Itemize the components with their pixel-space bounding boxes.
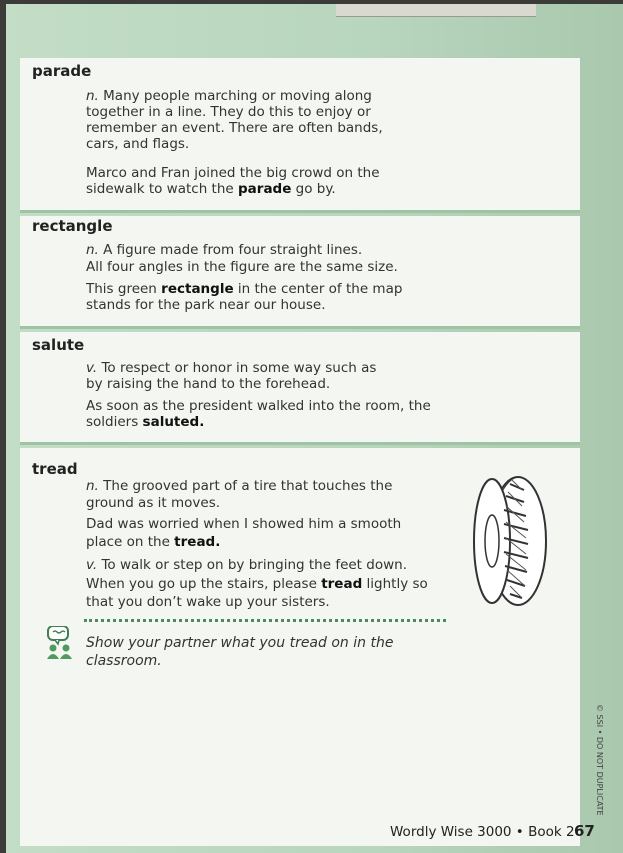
example-line: As soon as the president walked into the room, the (86, 398, 431, 414)
definition-line: remember an event. There are often bands, (86, 120, 383, 136)
part-of-speech: n. (86, 478, 99, 494)
part-of-speech: v. (86, 360, 98, 376)
example-line: Marco and Fran joined the big crowd on the (86, 165, 380, 181)
definition-line: together in a line. They do this to enjoy or (86, 104, 371, 120)
example-line: Dad was worried when I showed him a smooth (86, 516, 402, 532)
definition-text: Many people marching or moving along (103, 88, 372, 104)
bold-word: tread. (174, 534, 221, 550)
dotted-divider (84, 619, 446, 622)
definition-line: v. To respect or honor in some way such as (86, 360, 377, 376)
tire-icon (470, 472, 550, 610)
definition-line (86, 88, 372, 104)
bold-word: saluted. (142, 414, 205, 430)
example-line: When you go up the stairs, please tread lightly so (86, 576, 428, 592)
definition-line: by raising the hand to the forehead. (86, 376, 331, 392)
part-of-speech: n. (86, 242, 99, 258)
entry-word: tread (32, 460, 78, 478)
book-title: Wordly Wise 3000 • Book 2 (390, 824, 575, 840)
copyright-notice: © SSI • DO NOT DUPLICATE (595, 704, 604, 816)
definition-line: n. A figure made from four straight lines. (86, 242, 363, 258)
definition-line: cars, and flags. (86, 136, 190, 152)
bold-word: tread (321, 576, 363, 592)
part-of-speech: v. (86, 557, 98, 573)
example-line: stands for the park near our house. (86, 297, 326, 313)
example-line: that you don’t wake up your sisters. (86, 594, 330, 610)
entry-word: salute (32, 336, 85, 354)
definition-line: All four angles in the figure are the same size. (86, 259, 398, 275)
partner-prompt: Show your partner what you tread on in the classroom. (86, 635, 394, 669)
example-line: This green rectangle in the center of the map (86, 281, 403, 297)
entry-word: rectangle (32, 217, 113, 235)
example-line: place on the tread. (86, 534, 221, 550)
definition-line: v. To walk or step on by bringing the feet down. (86, 557, 407, 573)
talking-partners-icon (46, 626, 74, 662)
example-line: sidewalk to watch the parade go by. (86, 181, 336, 197)
entry-word: parade (32, 62, 92, 80)
part-of-speech: n. (86, 88, 99, 104)
definition-line: ground as it moves. (86, 495, 221, 511)
example-line: soldiers saluted. (86, 414, 205, 430)
definition-line: n. The grooved part of a tire that touches the (86, 478, 393, 494)
bold-word: rectangle (161, 281, 234, 297)
page-edge (336, 4, 536, 17)
bold-word: parade (238, 181, 292, 197)
workbook-page (6, 4, 623, 853)
page-number: 67 (574, 822, 595, 840)
